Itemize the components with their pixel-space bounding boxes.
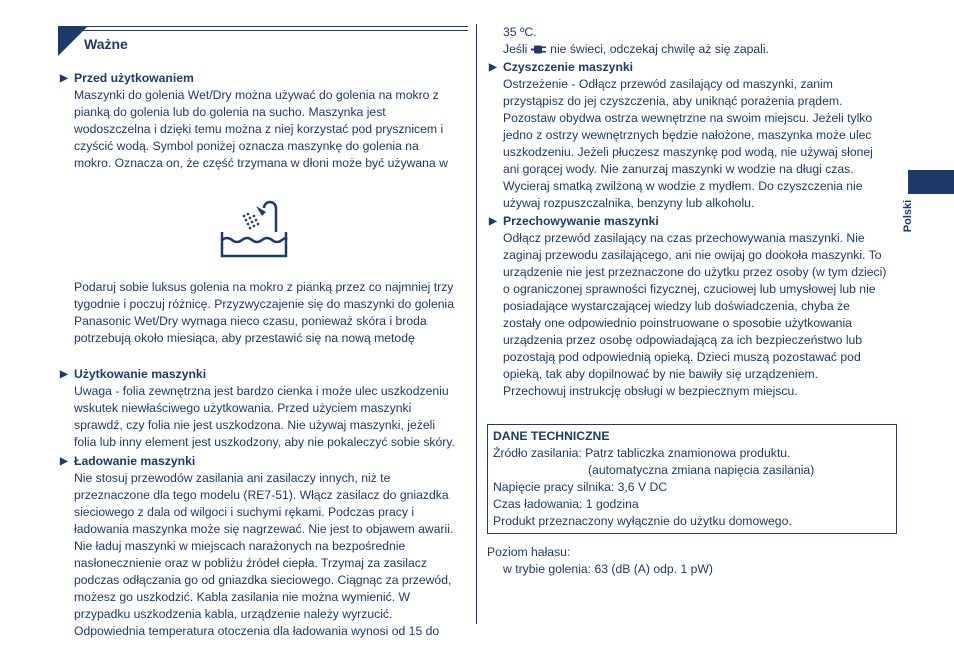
technical-data-box bbox=[487, 424, 897, 534]
power-source-note: (automatyczna zmiana napięcia zasilania) bbox=[588, 463, 815, 477]
noise-title: Poziom hałasu: bbox=[487, 545, 571, 559]
technical-data-title: DANE TECHNICZNE bbox=[493, 429, 610, 443]
triangle-bullet-icon: ▶ bbox=[489, 62, 497, 73]
language-tab-marker bbox=[908, 170, 954, 194]
noise-level bbox=[487, 544, 899, 578]
charging-time: Czas ładowania: 1 godzina bbox=[493, 497, 639, 511]
charging-title: ▶ Ładowanie maszynki bbox=[60, 454, 196, 468]
shower-bath-icon bbox=[220, 198, 292, 260]
plug-icon bbox=[531, 44, 547, 55]
left-column bbox=[58, 24, 468, 640]
heading-rule bbox=[58, 30, 468, 31]
usage-text: Uwaga - folia zewnętrzna jest bardzo cienka i może ulec uszkodzeniu wskutek niewłaściwego użytkowania. Przed użyciem maszynki sprawdź, czy folia nie jest uszkodzona. Nie używaj maszynki, jeżeli folia lub inny element jest uszkodzony, aby nie pokaleczyć sobie skóry. bbox=[74, 384, 455, 449]
power-source: Źródło zasilania: Patrz tabliczka znamionowa produktu. bbox=[493, 446, 791, 460]
section-heading bbox=[58, 24, 468, 58]
usage-title: ▶ Użytkowanie maszynki bbox=[60, 367, 207, 381]
language-tab-label: Polski bbox=[902, 199, 915, 233]
household-use: Produkt przeznaczony wyłącznie do użytku domowego. bbox=[493, 514, 792, 528]
triangle-bullet-icon: ▶ bbox=[60, 73, 68, 84]
charging-text-continued: 35 ºC. Jeśli nie świeci, odczekaj chwilę aż się zapali. bbox=[487, 24, 899, 58]
noise-value: w trybie golenia: 63 (dB (A) odp. 1 pW) bbox=[503, 562, 713, 576]
right-column bbox=[487, 24, 899, 578]
charging-text: Nie stosuj przewodów zasilania ani zasilaczy innych, niż te przeznaczone dla tego modelu (RE7-51). Włącz zasilacz do gniazdka sieciowego z dala od wilgoci i suchymi rękami. Podczas pracy i ładowania maszynka może się nagrzewać. Nie jest to objawem awarii. Nie ładuj maszynki w miejscach narażonych na bezpośrednie nasłonecznienie oraz w pobliżu źródeł ciepła. Trzymaj za zasilacz podczas odłączania go od gniazdka sieciowego. Ciągnąc za przewód, możesz go uszkodzić. Kabla zasilania nie można wymienić. W przypadku uszkodzenia kabla, urządzenie należy wyrzucić. Odpowiednia temperatura otoczenia dla ładowania wynosi od 15 do bbox=[74, 471, 454, 638]
page-title: Ważne bbox=[84, 36, 128, 52]
storage-text: Odłącz przewód zasilający na czas przechowywania maszynki. Nie zaginaj przewodu zasilającego, ani nie owijaj go dookoła maszynki. To urządzenie nie jest przeznaczone do użytku przez osoby (w tym dzieci) o ograniczonej sprawności fizycznej, czuciowej lub umysłowej lub nie posiadające wystarczającej wiedzy lub doświadczenia, chyba że zostały one odpowiednio poinstruowane o sposobie użytkowania urządzenia przez osobę odpowiadającą za ich bezpieczeństwo lub pozostają pod odpowiednią opieką. Dzieci muszą pozostawać pod opieką, tak aby dopilnować by nie bawiły się urządzeniem. Przechowuj instrukcję obsługi w bezpiecznym miejscu. bbox=[503, 231, 887, 398]
heading-rule bbox=[58, 26, 468, 27]
triangle-bullet-icon: ▶ bbox=[489, 216, 497, 227]
cleaning-title: ▶ Czyszczenie maszynki bbox=[489, 60, 634, 74]
cleaning-text: Ostrzeżenie - Odłącz przewód zasilający od maszynki, zanim przystąpisz do jej czyszczenia, aby uniknąć porażenia prądem. Pozostaw obydwa ostrza wewnętrzne na swoim miejscu. Jeżeli tylko jedno z ostrzy wewnętrznych będzie nałożone, maszynka może ulec uszkodzeniu. Jeżeli płuczesz maszynkę pod wodą, nie używaj słonej ani gorącej wody. Nie zanurzaj maszynki w wodzie na długi czas. Wycieraj smatką zwilżoną w wodzie z mydłem. Do czyszczenia nie używaj rozpuszczalnika, benzyny lub alkoholu. bbox=[503, 77, 873, 210]
motor-voltage: Napięcie pracy silnika: 3,6 V DC bbox=[493, 480, 668, 494]
triangle-bullet-icon: ▶ bbox=[60, 456, 68, 467]
storage-title: ▶ Przechowywanie maszynki bbox=[489, 214, 659, 228]
before-use-title: ▶ Przed użytkowaniem bbox=[60, 71, 194, 85]
column-divider bbox=[476, 24, 477, 624]
charge-lamp-line: Jeśli nie świeci, odczekaj chwilę aż się zapali. bbox=[503, 42, 769, 56]
before-use-text: Maszynki do golenia Wet/Dry można używać do golenia na mokro z pianką do golenia lub do golenia na sucho. Maszynka jest wodoszczelna i dzięki temu można z niej korzystać pod prysznicem i czyścić wodą. Symbol poniżej oznacza maszynkę do golenia na mokro. Oznacza on, że część trzymana w dłoni może być używana w bbox=[74, 88, 448, 170]
wet-shave-text: Podaruj sobie luksus golenia na mokro z pianką przez co najmniej trzy tygodnie i poczuj różnicę. Przyzwyczajenie się do maszynki do golenia Panasonic Wet/Dry wymaga nieco czasu, ponieważ skóra i broda potrzebują około miesiąca, aby przestawić się na nową metodę bbox=[74, 280, 455, 345]
triangle-bullet-icon: ▶ bbox=[60, 369, 68, 380]
